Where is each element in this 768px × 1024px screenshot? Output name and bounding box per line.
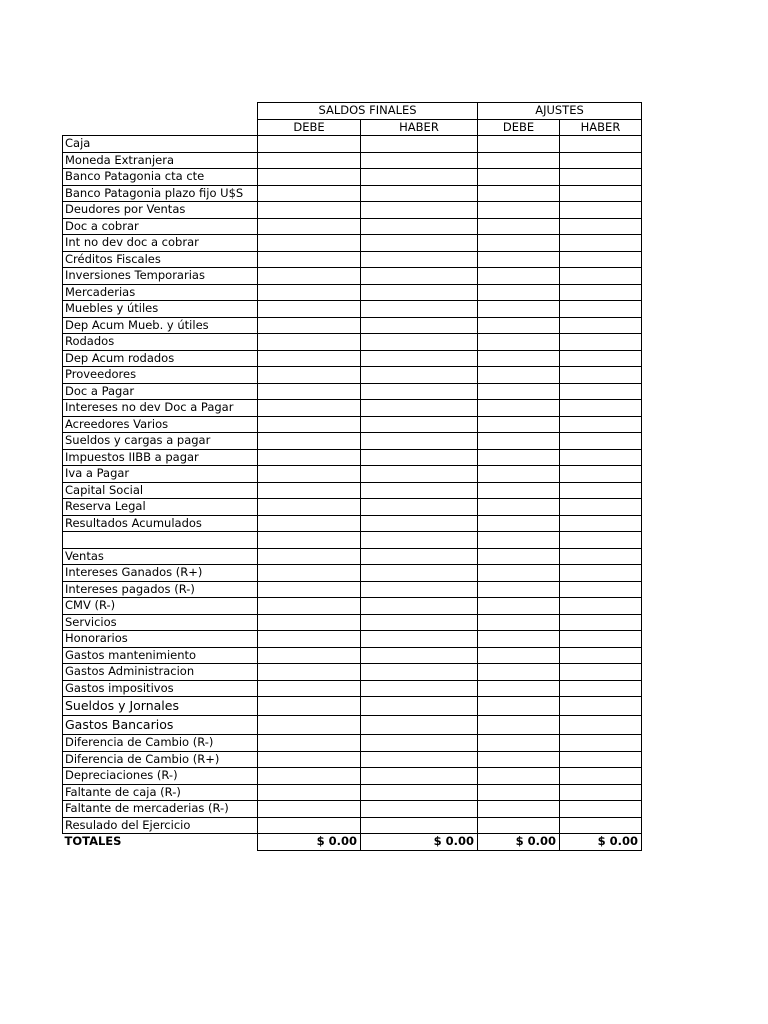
saldos-haber-cell[interactable] <box>361 664 478 681</box>
ajustes-haber-cell[interactable] <box>560 532 642 549</box>
saldos-debe-cell[interactable] <box>258 416 361 433</box>
ajustes-debe-cell[interactable] <box>478 664 560 681</box>
header-row-groups <box>63 103 642 120</box>
account-name-cell[interactable]: Gastos Bancarios <box>63 716 258 735</box>
ajustes-debe-cell[interactable] <box>478 416 560 433</box>
account-name-cell[interactable]: Honorarios <box>63 631 258 648</box>
ajustes-haber-cell[interactable] <box>560 548 642 565</box>
table-row <box>63 697 642 716</box>
header-saldos-debe[interactable]: DEBE <box>258 119 361 136</box>
saldos-haber-cell[interactable] <box>361 152 478 169</box>
table-row <box>63 614 642 631</box>
account-name-cell[interactable]: Faltante de mercaderias (R-) <box>63 801 258 818</box>
saldos-debe-cell[interactable] <box>258 581 361 598</box>
ajustes-haber-cell[interactable] <box>560 433 642 450</box>
table-row <box>63 383 642 400</box>
saldos-debe-cell[interactable] <box>258 784 361 801</box>
ajustes-debe-cell[interactable] <box>478 466 560 483</box>
account-name-cell[interactable]: Gastos impositivos <box>63 680 258 697</box>
ajustes-haber-cell[interactable] <box>560 751 642 768</box>
account-name-cell[interactable] <box>63 532 258 549</box>
account-name-cell[interactable]: Gastos mantenimiento <box>63 647 258 664</box>
saldos-debe-cell[interactable] <box>258 768 361 785</box>
account-name-cell[interactable]: Intereses pagados (R-) <box>63 581 258 598</box>
saldos-debe-cell[interactable] <box>258 350 361 367</box>
ajustes-debe-cell[interactable] <box>478 449 560 466</box>
saldos-debe-cell[interactable] <box>258 697 361 716</box>
ajustes-debe-cell[interactable] <box>478 482 560 499</box>
ajustes-haber-cell[interactable] <box>560 136 642 153</box>
saldos-debe-cell[interactable] <box>258 334 361 351</box>
ajustes-haber-cell[interactable] <box>560 817 642 834</box>
saldos-haber-cell[interactable] <box>361 697 478 716</box>
ajustes-debe-cell[interactable] <box>478 136 560 153</box>
ajustes-haber-cell[interactable] <box>560 202 642 219</box>
table-row <box>63 548 642 565</box>
account-name-cell[interactable]: Banco Patagonia plazo fijo U$S <box>63 185 258 202</box>
total-saldos-debe[interactable]: $ 0.00 <box>258 834 361 851</box>
saldos-debe-cell[interactable] <box>258 499 361 516</box>
table-row <box>63 499 642 516</box>
account-name-cell[interactable]: Doc a cobrar <box>63 218 258 235</box>
ajustes-debe-cell[interactable] <box>478 735 560 752</box>
table-row <box>63 532 642 549</box>
saldos-debe-cell[interactable] <box>258 284 361 301</box>
header-ajustes-debe[interactable]: DEBE <box>478 119 560 136</box>
ajustes-haber-cell[interactable] <box>560 647 642 664</box>
saldos-haber-cell[interactable] <box>361 416 478 433</box>
table-row <box>63 185 642 202</box>
account-name-cell[interactable]: Diferencia de Cambio (R-) <box>63 735 258 752</box>
ajustes-debe-cell[interactable] <box>478 716 560 735</box>
account-name-cell[interactable]: Muebles y útiles <box>63 301 258 318</box>
ajustes-haber-cell[interactable] <box>560 235 642 252</box>
table-row <box>63 598 642 615</box>
ajustes-debe-cell[interactable] <box>478 317 560 334</box>
ajustes-haber-cell[interactable] <box>560 350 642 367</box>
saldos-haber-cell[interactable] <box>361 499 478 516</box>
saldos-haber-cell[interactable] <box>361 565 478 582</box>
ajustes-debe-cell[interactable] <box>478 334 560 351</box>
ajustes-debe-cell[interactable] <box>478 251 560 268</box>
table-row <box>63 235 642 252</box>
account-name-cell[interactable]: Acreedores Varios <box>63 416 258 433</box>
ajustes-haber-cell[interactable] <box>560 680 642 697</box>
ajustes-debe-cell[interactable] <box>478 515 560 532</box>
account-name-cell[interactable]: Créditos Fiscales <box>63 251 258 268</box>
ajustes-haber-cell[interactable] <box>560 383 642 400</box>
account-name-cell[interactable]: Sueldos y cargas a pagar <box>63 433 258 450</box>
saldos-haber-cell[interactable] <box>361 433 478 450</box>
saldos-haber-cell[interactable] <box>361 768 478 785</box>
table-row <box>63 664 642 681</box>
ajustes-debe-cell[interactable] <box>478 801 560 818</box>
ajustes-haber-cell[interactable] <box>560 581 642 598</box>
saldos-debe-cell[interactable] <box>258 136 361 153</box>
saldos-debe-cell[interactable] <box>258 301 361 318</box>
ajustes-debe-cell[interactable] <box>478 548 560 565</box>
ajustes-haber-cell[interactable] <box>560 598 642 615</box>
table-row <box>63 449 642 466</box>
account-name-cell[interactable]: Reserva Legal <box>63 499 258 516</box>
ajustes-haber-cell[interactable] <box>560 614 642 631</box>
header-blank-cell <box>63 119 258 136</box>
table-row <box>63 136 642 153</box>
ajustes-haber-cell[interactable] <box>560 466 642 483</box>
ajustes-haber-cell[interactable] <box>560 251 642 268</box>
ajustes-debe-cell[interactable] <box>478 235 560 252</box>
table-row <box>63 768 642 785</box>
saldos-haber-cell[interactable] <box>361 383 478 400</box>
account-name-cell[interactable]: Dep Acum rodados <box>63 350 258 367</box>
account-name-cell[interactable]: Int no dev doc a cobrar <box>63 235 258 252</box>
account-name-cell[interactable]: Ventas <box>63 548 258 565</box>
account-name-cell[interactable]: Banco Patagonia cta cte <box>63 169 258 186</box>
ajustes-debe-cell[interactable] <box>478 697 560 716</box>
totals-label: TOTALES <box>64 834 122 849</box>
total-ajustes-haber[interactable]: $ 0.00 <box>560 834 642 851</box>
saldos-debe-cell[interactable] <box>258 202 361 219</box>
saldos-haber-cell[interactable] <box>361 532 478 549</box>
ajustes-haber-cell[interactable] <box>560 152 642 169</box>
account-name-cell[interactable]: Caja <box>63 136 258 153</box>
saldos-debe-cell[interactable] <box>258 631 361 648</box>
saldos-debe-cell[interactable] <box>258 466 361 483</box>
ajustes-haber-cell[interactable] <box>560 449 642 466</box>
saldos-haber-cell[interactable] <box>361 268 478 285</box>
table-row <box>63 631 642 648</box>
ajustes-haber-cell[interactable] <box>560 664 642 681</box>
header-blank-cell <box>63 103 258 120</box>
account-name-cell[interactable]: Servicios <box>63 614 258 631</box>
saldos-haber-cell[interactable] <box>361 784 478 801</box>
saldos-debe-cell[interactable] <box>258 532 361 549</box>
ajustes-haber-cell[interactable] <box>560 268 642 285</box>
ajustes-debe-cell[interactable] <box>478 367 560 384</box>
saldos-haber-cell[interactable] <box>361 680 478 697</box>
ajustes-haber-cell[interactable] <box>560 801 642 818</box>
total-ajustes-debe[interactable]: $ 0.00 <box>478 834 560 851</box>
ajustes-debe-cell[interactable] <box>478 751 560 768</box>
header-row-columns <box>63 119 642 136</box>
ajustes-haber-cell[interactable] <box>560 218 642 235</box>
saldos-haber-cell[interactable] <box>361 317 478 334</box>
ajustes-debe-cell[interactable] <box>478 433 560 450</box>
saldos-debe-cell[interactable] <box>258 515 361 532</box>
table-row <box>63 334 642 351</box>
header-saldos-haber[interactable]: HABER <box>361 119 478 136</box>
ajustes-debe-cell[interactable] <box>478 383 560 400</box>
saldos-debe-cell[interactable] <box>258 268 361 285</box>
saldos-debe-cell[interactable] <box>258 751 361 768</box>
saldos-haber-cell[interactable] <box>361 136 478 153</box>
saldos-haber-cell[interactable] <box>361 235 478 252</box>
saldos-debe-cell[interactable] <box>258 817 361 834</box>
ajustes-debe-cell[interactable] <box>478 301 560 318</box>
saldos-debe-cell[interactable] <box>258 565 361 582</box>
account-name-cell[interactable]: Inversiones Temporarias <box>63 268 258 285</box>
saldos-debe-cell[interactable] <box>258 185 361 202</box>
ajustes-debe-cell[interactable] <box>478 218 560 235</box>
saldos-haber-cell[interactable] <box>361 801 478 818</box>
ajustes-debe-cell[interactable] <box>478 581 560 598</box>
saldos-haber-cell[interactable] <box>361 631 478 648</box>
account-name-cell[interactable]: Rodados <box>63 334 258 351</box>
table-row <box>63 317 642 334</box>
account-name-cell[interactable]: Mercaderias <box>63 284 258 301</box>
ajustes-haber-cell[interactable] <box>560 169 642 186</box>
account-name-cell[interactable]: Resulado del Ejercicio <box>63 817 258 834</box>
saldos-haber-cell[interactable] <box>361 515 478 532</box>
account-name-cell[interactable]: Proveedores <box>63 367 258 384</box>
ajustes-debe-cell[interactable] <box>478 268 560 285</box>
saldos-debe-cell[interactable] <box>258 433 361 450</box>
saldos-haber-cell[interactable] <box>361 581 478 598</box>
saldos-debe-cell[interactable] <box>258 218 361 235</box>
saldos-debe-cell[interactable] <box>258 680 361 697</box>
saldos-haber-cell[interactable] <box>361 735 478 752</box>
saldos-haber-cell[interactable] <box>361 466 478 483</box>
header-saldos-finales[interactable]: SALDOS FINALES <box>258 103 478 120</box>
ajustes-debe-cell[interactable] <box>478 614 560 631</box>
header-ajustes-haber[interactable]: HABER <box>560 119 642 136</box>
table-row <box>63 466 642 483</box>
total-saldos-haber[interactable]: $ 0.00 <box>361 834 478 851</box>
saldos-debe-cell[interactable] <box>258 716 361 735</box>
saldos-debe-cell[interactable] <box>258 801 361 818</box>
table-row <box>63 565 642 582</box>
account-name-cell[interactable]: Faltante de caja (R-) <box>63 784 258 801</box>
ajustes-debe-cell[interactable] <box>478 169 560 186</box>
account-name-cell[interactable]: Resultados Acumulados <box>63 515 258 532</box>
account-name-cell[interactable]: Depreciaciones (R-) <box>63 768 258 785</box>
saldos-haber-cell[interactable] <box>361 185 478 202</box>
table-row <box>63 301 642 318</box>
ajustes-haber-cell[interactable] <box>560 334 642 351</box>
ajustes-haber-cell[interactable] <box>560 317 642 334</box>
ajustes-haber-cell[interactable] <box>560 768 642 785</box>
saldos-haber-cell[interactable] <box>361 449 478 466</box>
saldos-haber-cell[interactable] <box>361 548 478 565</box>
saldos-haber-cell[interactable] <box>361 716 478 735</box>
table-row <box>63 400 642 417</box>
account-name-cell[interactable]: Diferencia de Cambio (R+) <box>63 751 258 768</box>
ajustes-haber-cell[interactable] <box>560 735 642 752</box>
ajustes-debe-cell[interactable] <box>478 284 560 301</box>
saldos-haber-cell[interactable] <box>361 751 478 768</box>
ajustes-haber-cell[interactable] <box>560 301 642 318</box>
account-name-cell[interactable]: Impuestos IIBB a pagar <box>63 449 258 466</box>
account-name-cell[interactable]: Intereses no dev Doc a Pagar <box>63 400 258 417</box>
table-row <box>63 251 642 268</box>
totals-row <box>63 834 642 851</box>
saldos-debe-cell[interactable] <box>258 152 361 169</box>
saldos-haber-cell[interactable] <box>361 400 478 417</box>
saldos-haber-cell[interactable] <box>361 598 478 615</box>
table-row <box>63 218 642 235</box>
ajustes-debe-cell[interactable] <box>478 817 560 834</box>
ajustes-haber-cell[interactable] <box>560 284 642 301</box>
table-row <box>63 268 642 285</box>
table-row <box>63 751 642 768</box>
ajustes-haber-cell[interactable] <box>560 631 642 648</box>
table-row <box>63 817 642 834</box>
ajustes-haber-cell[interactable] <box>560 697 642 716</box>
ajustes-haber-cell[interactable] <box>560 482 642 499</box>
ajustes-debe-cell[interactable] <box>478 598 560 615</box>
ajustes-debe-cell[interactable] <box>478 768 560 785</box>
saldos-haber-cell[interactable] <box>361 284 478 301</box>
saldos-debe-cell[interactable] <box>258 400 361 417</box>
saldos-debe-cell[interactable] <box>258 598 361 615</box>
account-name-cell[interactable]: Iva a Pagar <box>63 466 258 483</box>
table-row <box>63 367 642 384</box>
saldos-debe-cell[interactable] <box>258 235 361 252</box>
ajustes-haber-cell[interactable] <box>560 185 642 202</box>
saldos-debe-cell[interactable] <box>258 735 361 752</box>
ajustes-haber-cell[interactable] <box>560 367 642 384</box>
account-name-cell[interactable]: Moneda Extranjera <box>63 152 258 169</box>
saldos-haber-cell[interactable] <box>361 367 478 384</box>
saldos-haber-cell[interactable] <box>361 251 478 268</box>
saldos-haber-cell[interactable] <box>361 301 478 318</box>
ajustes-debe-cell[interactable] <box>478 350 560 367</box>
table-row <box>63 784 642 801</box>
ajustes-haber-cell[interactable] <box>560 515 642 532</box>
table-row <box>63 284 642 301</box>
table-row <box>63 801 642 818</box>
table-row <box>63 680 642 697</box>
saldos-haber-cell[interactable] <box>361 202 478 219</box>
account-name-cell[interactable]: Gastos Administracion <box>63 664 258 681</box>
ajustes-debe-cell[interactable] <box>478 647 560 664</box>
ajustes-haber-cell[interactable] <box>560 716 642 735</box>
account-name-cell[interactable]: Deudores por Ventas <box>63 202 258 219</box>
saldos-haber-cell[interactable] <box>361 482 478 499</box>
ajustes-debe-cell[interactable] <box>478 532 560 549</box>
account-name-cell[interactable]: Sueldos y Jornales <box>63 697 258 716</box>
saldos-debe-cell[interactable] <box>258 614 361 631</box>
table-row <box>63 416 642 433</box>
saldos-debe-cell[interactable] <box>258 367 361 384</box>
ajustes-debe-cell[interactable] <box>478 680 560 697</box>
saldos-haber-cell[interactable] <box>361 169 478 186</box>
ajustes-debe-cell[interactable] <box>478 565 560 582</box>
ajustes-debe-cell[interactable] <box>478 185 560 202</box>
ajustes-debe-cell[interactable] <box>478 152 560 169</box>
account-name-cell[interactable]: Doc a Pagar <box>63 383 258 400</box>
saldos-haber-cell[interactable] <box>361 614 478 631</box>
table-row <box>63 433 642 450</box>
ajustes-debe-cell[interactable] <box>478 631 560 648</box>
ajustes-debe-cell[interactable] <box>478 784 560 801</box>
worksheet-table <box>62 102 642 851</box>
header-ajustes[interactable]: AJUSTES <box>478 103 642 120</box>
saldos-debe-cell[interactable] <box>258 251 361 268</box>
saldos-debe-cell[interactable] <box>258 647 361 664</box>
ajustes-haber-cell[interactable] <box>560 784 642 801</box>
table-row <box>63 202 642 219</box>
table-row <box>63 350 642 367</box>
ajustes-debe-cell[interactable] <box>478 202 560 219</box>
saldos-debe-cell[interactable] <box>258 482 361 499</box>
ajustes-debe-cell[interactable] <box>478 499 560 516</box>
ajustes-haber-cell[interactable] <box>560 416 642 433</box>
table-row <box>63 647 642 664</box>
ajustes-debe-cell[interactable] <box>478 400 560 417</box>
table-row <box>63 152 642 169</box>
saldos-haber-cell[interactable] <box>361 647 478 664</box>
table-row <box>63 735 642 752</box>
saldos-debe-cell[interactable] <box>258 383 361 400</box>
saldos-debe-cell[interactable] <box>258 169 361 186</box>
saldos-haber-cell[interactable] <box>361 218 478 235</box>
ajustes-haber-cell[interactable] <box>560 565 642 582</box>
table-row <box>63 482 642 499</box>
ajustes-haber-cell[interactable] <box>560 400 642 417</box>
account-name-cell[interactable]: Dep Acum Mueb. y útiles <box>63 317 258 334</box>
ajustes-haber-cell[interactable] <box>560 499 642 516</box>
table-row <box>63 515 642 532</box>
saldos-debe-cell[interactable] <box>258 317 361 334</box>
saldos-debe-cell[interactable] <box>258 664 361 681</box>
saldos-debe-cell[interactable] <box>258 449 361 466</box>
table-row <box>63 716 642 735</box>
table-row <box>63 581 642 598</box>
saldos-haber-cell[interactable] <box>361 334 478 351</box>
account-name-cell[interactable]: Intereses Ganados (R+) <box>63 565 258 582</box>
saldos-haber-cell[interactable] <box>361 350 478 367</box>
saldos-haber-cell[interactable] <box>361 817 478 834</box>
saldos-debe-cell[interactable] <box>258 548 361 565</box>
account-name-cell[interactable]: Capital Social <box>63 482 258 499</box>
account-name-cell[interactable]: CMV (R-) <box>63 598 258 615</box>
table-row <box>63 169 642 186</box>
